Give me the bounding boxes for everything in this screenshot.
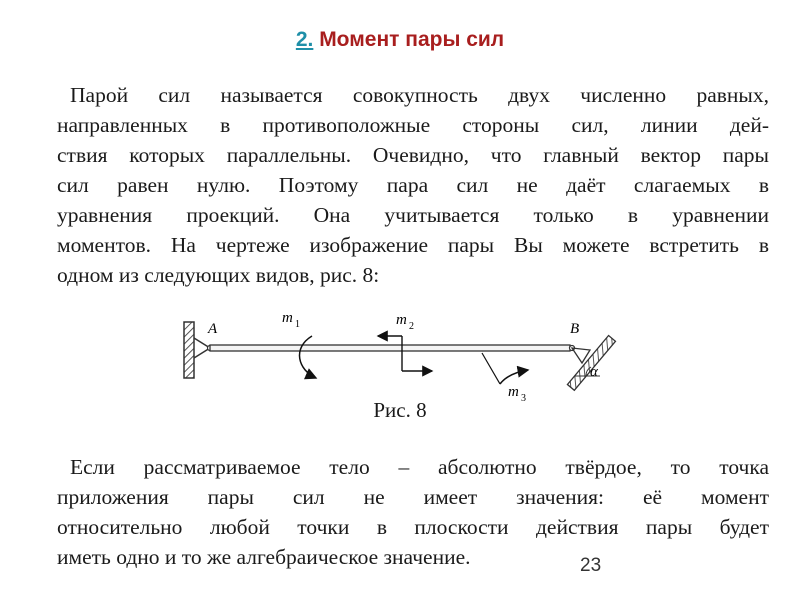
title-text: Момент пары сил [313, 28, 505, 51]
left-wall [184, 322, 194, 378]
beam [210, 345, 570, 351]
page-number: 23 [580, 555, 602, 576]
paragraph-line: Парой сил называется совокупность двух численно равных, [70, 83, 769, 107]
paragraph-rigid-body [57, 452, 769, 572]
figure-caption: Рис. 8 [373, 398, 427, 422]
label-m3: m [508, 384, 519, 400]
page-title [0, 28, 800, 52]
label-m1: m [282, 310, 293, 326]
label-m3-sub: 3 [521, 393, 526, 403]
m3-leader [482, 353, 500, 384]
label-m2-sub: 2 [409, 321, 414, 332]
paragraph-line: сил равен нулю. Поэтому пара сил не даёт слагаемых в [57, 173, 769, 197]
label-alpha: α [590, 364, 598, 380]
title-number: 2. [295, 28, 314, 51]
beam-diagram [170, 308, 630, 403]
label-m1-sub: 1 [295, 319, 300, 330]
inclined-surface [567, 335, 615, 390]
moment-m3-arrow [500, 370, 528, 384]
paragraph-line: относительно любой точки в плоскости действия пары будет [57, 515, 769, 539]
label-a: A [208, 321, 218, 337]
paragraph-line: моментов. На чертеже изображение пары Вы можете встретить в [57, 233, 769, 257]
label-b: B [570, 321, 580, 337]
paragraph-line: направленных в противоположные стороны сил, линии дей- [57, 113, 769, 137]
paragraph-line: ствия которых параллельны. Очевидно, что главный вектор пары [57, 143, 769, 167]
paragraph-line: Если рассматриваемое тело – абсолютно твёрдое, то точка [70, 455, 769, 479]
paragraph-line: приложения пары сил не имеет значения: её момент [57, 485, 769, 509]
paragraph-line: иметь одно и то же алгебраическое значение. [57, 545, 471, 569]
label-m2: m [396, 312, 407, 328]
paragraph-line: уравнения проекций. Она учитывается только в уравнении [57, 203, 769, 227]
paragraph-definition [57, 80, 769, 290]
paragraph-line: одном из следующих видов, рис. 8: [57, 263, 380, 287]
moment-m1-arrow [300, 336, 316, 378]
